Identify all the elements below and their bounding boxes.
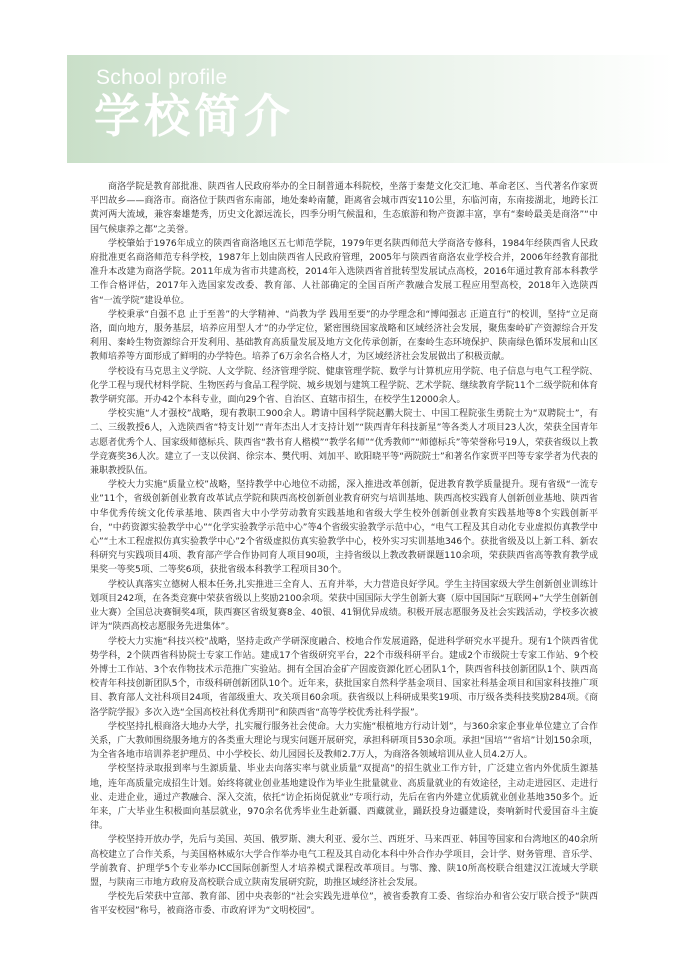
- paragraph-admission-employment: 学校坚持录取报到率与生源质量、毕业去向落实率与就业质量“双提高”的招生就业工作方针，广泛建立省内外优质生源基地，连年高质量完成招生计划。始终将就业创业基地建设作为毕业生批量就业、高质量就业的有效途径，主动走进园区、走进行业、走进企业，通过产教融合、深入交流，依托“访企拓岗促就业”专项行动，先后在省内外建立优质就业创业基地350多个。近年来，广大毕业生积极面向基层就业，970余名优秀毕业生赴新疆、西藏就业，踊跃投身边疆建设，奏响新时代爱国奋斗主旋律。: [90, 764, 598, 832]
- paragraph-intro: 商洛学院是教育部批准、陕西省人民政府举办的全日制普通本科院校，坐落于秦楚文化交汇地、革命老区、当代著名作家贾平凹故乡——商洛市。商洛位于陕西省东南部，地处秦岭南麓，距离省会城市西安110公里，东临河南，东南接湖北，地跨长江黄河两大流域，兼容秦雄楚秀，历史文化源远流长，四季分明气候温和，生态旅游和物产资源丰富，享有“秦岭最美是商洛”“中国气候康养之都”之美誉。: [90, 182, 598, 235]
- paragraph-colleges: 学校设有马克思主义学院、人文学院、经济管理学院、健康管理学院、数学与计算机应用学院、电子信息与电气工程学院、化学工程与现代材料学院、生物医药与食品工程学院、城乡规划与建筑工程学院、艺术学院、继续教育学院11个二级学院和体育教学研究部。开办42个本科专业，面向29个省、自治区、直辖市招生，在校学生12000余人。: [90, 366, 598, 406]
- paragraph-faculty: 学校实施“人才强校”战略，现有教职工900余人。聘请中国科学院赵鹏大院士、中国工程院张生勇院士为“双聘院士”，有二、三级教授6人，入选陕西省“特支计划”“青年杰出人才支持计划”“陕西青年科技新星”等各类人才项目23人次，荣获全国青年志愿者优秀个人、国家级师德标兵、陕西省“教书育人楷模”“教学名师”“优秀教师”“师德标兵”等荣誉称号19人，荣获省级以上教学竞赛奖36人次。建立了一支以侯润、徐宗本、樊代明、刘加平、欧阳晓平等“两院院士”和著名作家贾平凹等专家学者为代表的兼职教授队伍。: [90, 409, 598, 477]
- paragraph-student-development: 学校认真落实立德树人根本任务,扎实推进三全育人、五育并举，大力营造良好学风。学生主持国家级大学生创新创业训练计划项目242项，在各类竞赛中荣获省级以上奖励2100余项。荣获中国国际大学生创新大赛（原中国国际“互联网+”大学生创新创业大赛）全国总决赛铜奖4项，陕西赛区省级复赛8金、40银、41铜优异成绩。积极开展志愿服务及社会实践活动，学校多次被评为“陕西高校志愿服务先进集体”。: [90, 579, 598, 633]
- paragraph-history: 学校肇始于1976年成立的陕西省商洛地区五七师范学院，1979年更名陕西师范大学商洛专修科，1984年经陕西省人民政府批准更名商洛师范专科学校，1987年上划由陕西省人民政府管理，2005年与陕西省商洛农业学校合并，2006年经教育部批准升本改建为商洛学院。2011年成为省市共建高校，2014年入选陕西省首批转型发展试点高校，2016年通过教育部本科教学工作合格评估，2017年入选国家发改委、教育部、人社部确定的全国百所产教融合发展工程应用型高校，2018年入选陕西省“一流学院”建设单位。: [90, 238, 598, 306]
- page-title: 学校简介: [94, 89, 294, 143]
- paragraph-social-service: 学校坚持扎根商洛大地办大学，扎实履行服务社会使命。大力实施“根植地方行动计划”，与360余家企事业单位建立了合作关系，广大教师围绕服务地方的各类重大理论与现实问题开展研究，承担科研项目530余项。承担“国培”“省培”计划150余项，为全省各地市培训养老护理员、中小学校长、幼儿园园长及教师2.7万人，为商洛各领域培训从业人员4.2万人。: [90, 721, 598, 761]
- paragraph-honors: 学校先后荣获中宣部、教育部、团中央表彰的“社会实践先进单位”，被省委教育工委、省综治办和省公安厅联合授予“陕西省平安校园”称号，被商洛市委、市政府评为“文明校园”。: [90, 892, 598, 917]
- title-english: School profile: [96, 66, 228, 89]
- profile-body: [90, 180, 598, 919]
- paragraph-teaching-quality: 学校大力实施“质量立校”战略，坚持教学中心地位不动摇，深入推进改革创新，促进教育教学质量提升。现有省级“一流专业”11个，省级创新创业教育改革试点学院和陕西高校创新创业教育研究与培训基地、陕西高校实践育人创新创业基地、陕西省中华优秀传统文化传承基地、陕西省大中小学劳动教育实践基地和省级大学生校外创新创业教育实践基地等8个实践创新平台，“中药资源实验教学中心”“化学实验教学示范中心”等4个省级实验教学示范中心，“电气工程及其自动化专业虚拟仿真教学中心”“土木工程虚拟仿真实验教学中心”2个省级虚拟仿真实验教学中心，校外实习实训基地346个。获批省级及以上新工科、新农科研究与实践项目4项、教育部产学合作协同育人项目90项，主持省级以上教改教研课题110余项，荣获陕西省高等教育教学成果奖一等奖5项、二等奖6项，获批省级本科教学工程项目30个。: [90, 480, 598, 576]
- paragraph-international: 学校坚持开放办学，先后与美国、英国、俄罗斯、澳大利亚、爱尔兰、西班牙、马来西亚、韩国等国家和台湾地区的40余所高校建立了合作关系，与美国格林威尔大学合作举办电气工程及其自动化本科中外合作办学项目，会计学、财务管理、音乐学、学前教育、护理学5个专业举办ICC国际创新型人才培养模式课程改革项目。与鄂、豫、陕10所高校联合组建汉江流域大学联盟，与陕南三市地方政府及高校联合成立陕南发展研究院，助推区域经济社会发展。: [90, 835, 598, 888]
- paragraph-research: 学校大力实施“科技兴校”战略，坚持走政产学研深度融合、校地合作发展道路，促进科学研究水平提升。现有1个陕西省优势学科，2个陕西省科协院士专家工作站。建成17个省级研究平台，22个市级科研平台。建成2个市级院士专家工作站、9个校外博士工作站、3个农作物技术示范推广实验站。拥有全国冶金矿产固废资源化匠心团队1个，陕西省科技创新团队1个、陕西高校青年科技创新团队5个，市级科研创新团队10个。近年来，获批国家自然科学基金项目、国家社科基金项目和国家科技推广项目、教育部人文社科项目24项，省部级重大、攻关项目60余项。获省级以上科研成果奖19项、市厅级各类科技奖励284项。《商洛学院学报》多次入选“全国高校社科优秀期刊”和陕西省“高等学校优秀社科学报”。: [90, 636, 598, 718]
- paragraph-philosophy: 学校秉承“自强不息 止于至善”的大学精神、“尚教为学 践用至要”的办学理念和“博闻强志 正道直行”的校训，坚持“立足商洛，面向地方，服务基层，培养应用型人才”的办学定位，紧密围绕国家战略和区域经济社会发展，聚焦秦岭矿产资源综合开发利用、秦岭生物资源综合开发利用、基础教育高质量发展及地方文化传承创新，在秦岭生态环境保护、陕南绿色循环发展和山区教师培养等方面形成了鲜明的办学特色。培养了6万余名合格人才，为区域经济社会发展做出了积极贡献。: [90, 309, 598, 363]
